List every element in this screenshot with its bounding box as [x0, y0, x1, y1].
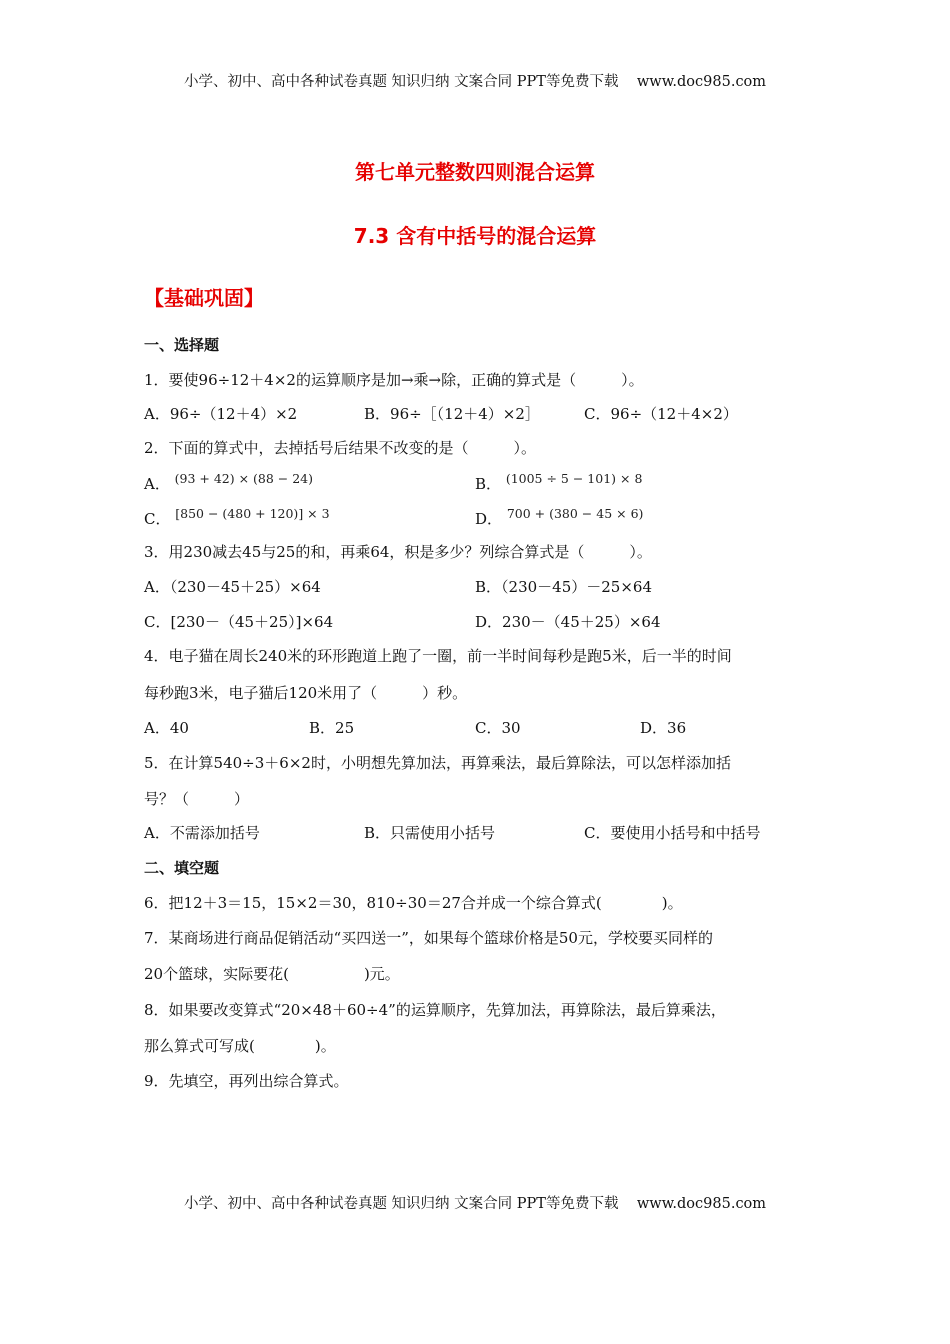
part2-heading: 二、填空题	[144, 859, 220, 877]
part1-heading: 一、选择题	[144, 336, 220, 354]
q2-option-d-formula: 700 + (380 − 45 × 6)	[506, 506, 644, 521]
q2-option-b-label: B．	[475, 475, 502, 493]
q5-stem-line2: 号？（ ）	[144, 790, 250, 808]
q2-option-d	[475, 508, 643, 529]
lesson-title: 7.3 含有中括号的混合运算	[353, 224, 597, 248]
q1-option-c: C．96÷（12＋4×2）	[584, 405, 738, 423]
q1-stem: 1．要使96÷12＋4×2的运算顺序是加→乘→除，正确的算式是（ ）。	[144, 371, 644, 389]
page-footer: 小学、初中、高中各种试卷真题 知识归纳 文案合同 PPT等免费下载 www.doc985.com	[183, 1196, 767, 1212]
q1-option-b: B．96÷［（12＋4）×2］	[364, 405, 540, 423]
q8-stem-line1: 8．如果要改变算式“20×48＋60÷4”的运算顺序，先算加法，再算除法，最后算乘法，	[144, 1001, 726, 1019]
q3-option-b: B．（230－45）－25×64	[475, 578, 652, 596]
q3-option-c: C．[230－（45＋25）]×64	[144, 613, 334, 631]
q5-option-b: B．只需使用小括号	[364, 824, 496, 842]
q2-stem: 2．下面的算式中，去掉括号后结果不改变的是（ ）。	[144, 439, 537, 457]
q1-option-a: A．96÷（12＋4）×2	[144, 405, 298, 423]
q7-stem-line2: 20个篮球，实际要花( )元。	[144, 965, 400, 983]
q2-option-c	[144, 508, 330, 529]
q2-option-c-formula: [850 − (480 + 120)] × 3	[175, 506, 330, 521]
page-header: 小学、初中、高中各种试卷真题 知识归纳 文案合同 PPT等免费下载 www.doc985.com	[183, 74, 767, 90]
q4-option-b: B．25	[309, 719, 355, 737]
q7-stem-line1: 7．某商场进行商品促销活动“买四送一”，如果每个篮球价格是50元，学校要买同样的	[144, 929, 713, 947]
q4-stem-line1: 4．电子猫在周长240米的环形跑道上跑了一圈，前一半时间每秒是跑5米，后一半的时间	[144, 647, 732, 665]
q9-stem: 9．先填空，再列出综合算式。	[144, 1072, 349, 1090]
q5-option-c: C．要使用小括号和中括号	[584, 824, 761, 842]
section-heading: 【基础巩固】	[144, 286, 264, 310]
q4-option-d: D．36	[640, 719, 687, 737]
q3-option-d: D．230－（45＋25）×64	[475, 613, 661, 631]
q2-option-b-formula: (1005 ÷ 5 − 101) × 8	[505, 471, 643, 486]
q4-option-a: A．40	[144, 719, 189, 737]
q3-stem: 3．用230减去45与25的和，再乘64，积是多少？列综合算式是（ ）。	[144, 543, 652, 561]
q4-stem-line2: 每秒跑3米，电子猫后120米用了（ ）秒。	[144, 684, 468, 702]
q8-stem-line2: 那么算式可写成( )。	[144, 1037, 336, 1055]
q5-option-a: A．不需添加括号	[144, 824, 260, 842]
q2-option-b	[475, 473, 642, 494]
q4-option-c: C．30	[475, 719, 521, 737]
q3-option-a: A．（230－45＋25）×64	[144, 578, 321, 596]
unit-title: 第七单元整数四则混合运算	[355, 160, 595, 184]
q2-option-a-label: A．	[144, 475, 170, 493]
q6-stem: 6．把12＋3＝15，15×2＝30，810÷30＝27合并成一个综合算式( )。	[144, 894, 683, 912]
q5-stem-line1: 5．在计算540÷3＋6×2时，小明想先算加法，再算乘法，最后算除法，可以怎样添加括	[144, 754, 731, 772]
q2-option-d-label: D．	[475, 510, 503, 528]
q2-option-a	[144, 473, 313, 494]
q2-option-a-formula: (93 + 42) × (88 − 24)	[174, 471, 314, 486]
q2-option-c-label: C．	[144, 510, 171, 528]
